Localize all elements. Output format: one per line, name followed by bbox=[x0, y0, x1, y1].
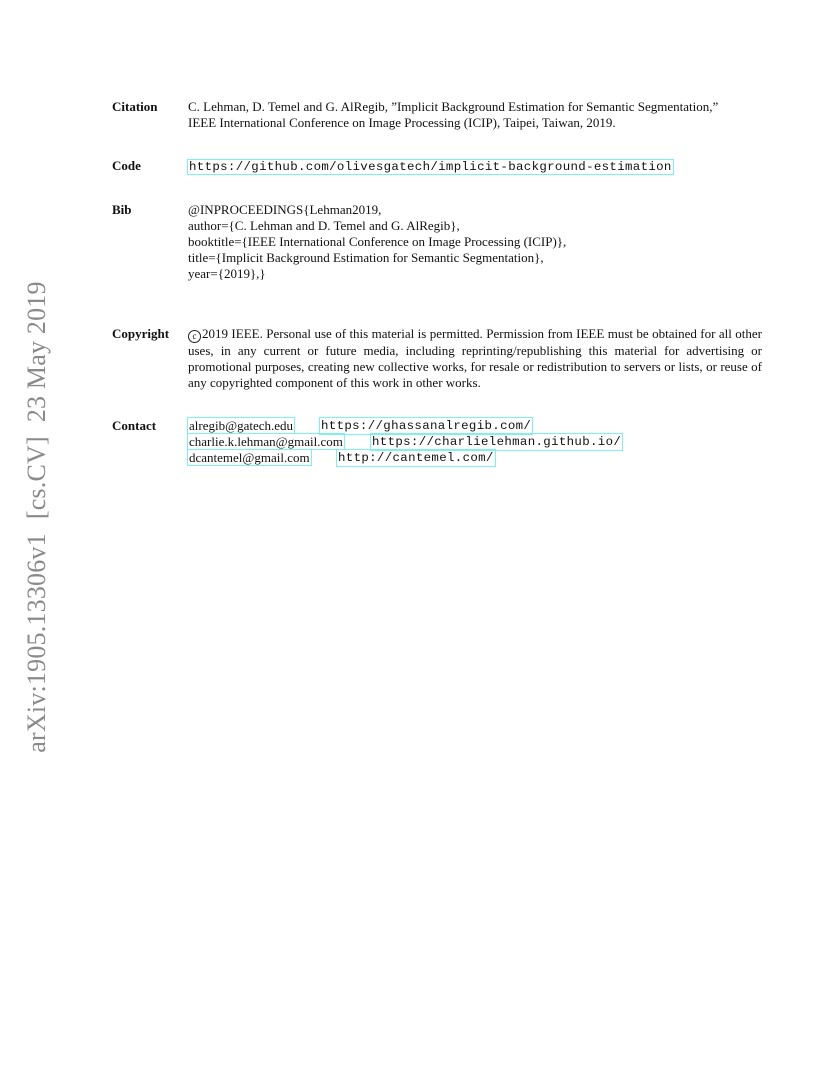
email-link[interactable]: charlie.k.lehman@gmail.com bbox=[189, 434, 343, 449]
bib-section bbox=[112, 202, 762, 284]
code-section bbox=[112, 158, 762, 176]
bib-line: title={Implicit Background Estimation for Semantic Segmentation}, bbox=[188, 250, 544, 265]
bibtex-entry bbox=[188, 202, 762, 282]
contact-label: Contact bbox=[112, 418, 157, 433]
arxiv-stamp bbox=[22, 281, 52, 752]
homepage-link[interactable]: http://cantemel.com/ bbox=[338, 451, 494, 465]
code-label: Code bbox=[112, 158, 141, 173]
contact-entry bbox=[188, 418, 532, 434]
citation-line-2: IEEE International Conference on Image Processing (ICIP), Taipei, Taiwan, 2019. bbox=[188, 115, 616, 130]
homepage-link[interactable]: https://charlielehman.github.io/ bbox=[372, 435, 622, 449]
copyright-section bbox=[112, 326, 762, 392]
arxiv-category: [cs.CV] bbox=[22, 436, 51, 520]
bib-line: author={C. Lehman and D. Temel and G. AlRegib}, bbox=[188, 218, 460, 233]
homepage-link[interactable]: https://ghassanalregib.com/ bbox=[321, 419, 532, 433]
citation-label: Citation bbox=[112, 99, 158, 114]
citation-line-1: C. Lehman, D. Temel and G. AlRegib, ”Implicit Background Estimation for Semantic Segmentation,” bbox=[188, 99, 719, 114]
citation-text bbox=[188, 99, 762, 131]
copyright-text bbox=[188, 326, 762, 391]
copyright-statement: 2019 IEEE. Personal use of this material is permitted. Permission from IEEE must be obtained for all other uses, in any current or future media, including reprinting/republishing this material for advertising or promotional purposes, creating new collective works, for resale or redistribution to servers or lists, or reuse of any copyrighted component of this work in other works. bbox=[188, 326, 762, 390]
copyright-symbol-icon: c bbox=[188, 330, 201, 343]
code-repo-link[interactable]: https://github.com/olivesgatech/implicit-background-estimation bbox=[189, 160, 672, 174]
arxiv-id: arXiv:1905.13306v1 bbox=[22, 533, 51, 753]
contact-section bbox=[112, 418, 762, 468]
bib-line: year={2019},} bbox=[188, 266, 266, 281]
citation-section bbox=[112, 99, 762, 133]
bib-line: @INPROCEEDINGS{Lehman2019, bbox=[188, 202, 382, 217]
copyright-label: Copyright bbox=[112, 326, 170, 341]
arxiv-date: 23 May 2019 bbox=[22, 281, 51, 423]
contact-entry bbox=[188, 450, 494, 466]
email-link[interactable]: dcantemel@gmail.com bbox=[189, 450, 310, 465]
code-body bbox=[188, 158, 762, 175]
email-link[interactable]: alregib@gatech.edu bbox=[189, 418, 294, 433]
bib-label: Bib bbox=[112, 202, 132, 217]
contact-entry bbox=[188, 434, 622, 450]
bib-line: booktitle={IEEE International Conference on Image Processing (ICIP)}, bbox=[188, 234, 567, 249]
